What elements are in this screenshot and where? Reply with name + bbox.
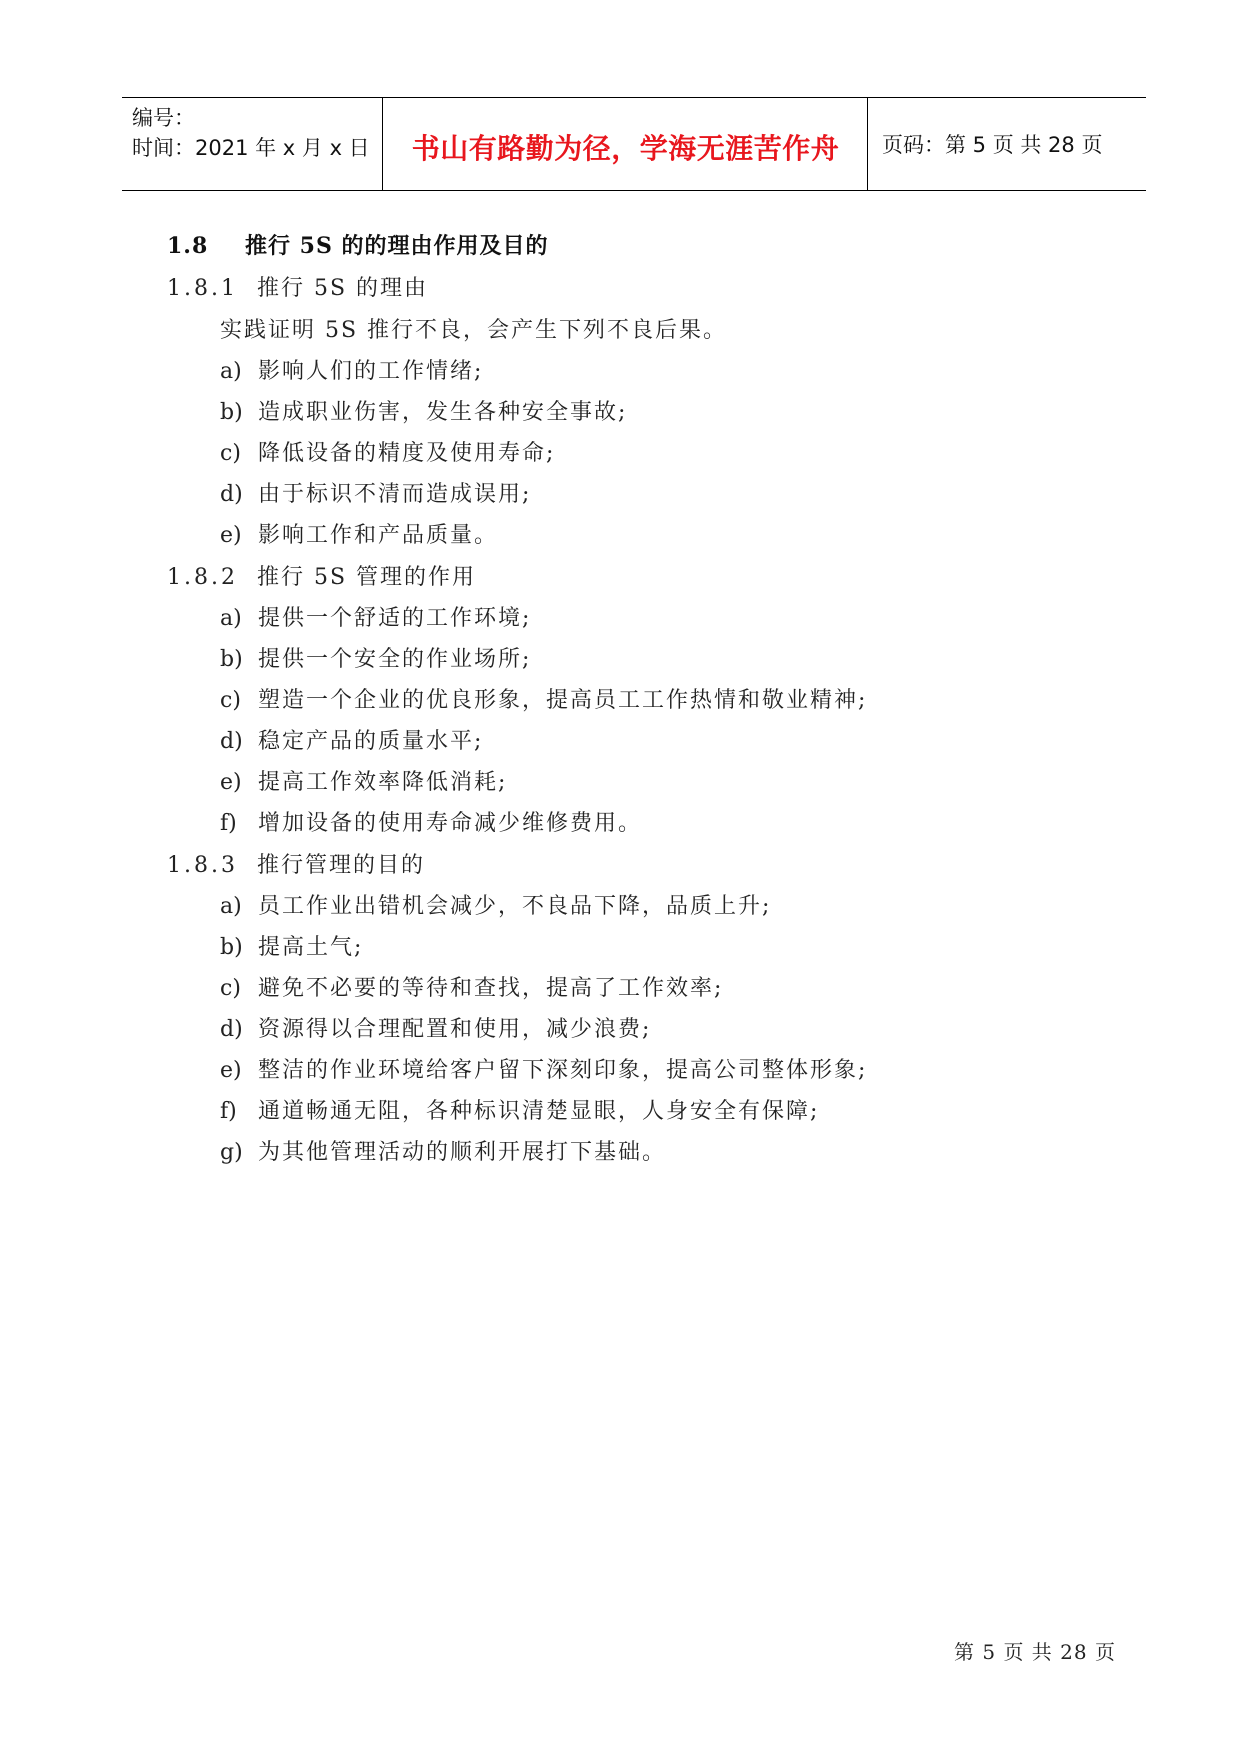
list-item: f) 增加设备的使用寿命减少维修费用。 <box>220 811 643 836</box>
list-item: e) 影响工作和产品质量。 <box>220 523 499 548</box>
subsection-heading-1 <box>167 271 428 302</box>
subsection-heading-3 <box>167 848 425 879</box>
list-item: d) 资源得以合理配置和使用，减少浪费; <box>220 1017 652 1042</box>
subsection-number: 1.8.2 <box>167 565 238 590</box>
header-bottom-rule <box>122 190 1146 191</box>
header-top-rule <box>122 97 1146 98</box>
section-title: 推行 5S 的的理由作用及目的 <box>245 233 549 259</box>
list-item: e) 整洁的作业环境给客户留下深刻印象，提高公司整体形象; <box>220 1058 868 1083</box>
list-item: a) 影响人们的工作情绪; <box>220 359 484 384</box>
list-item: a) 员工作业出错机会减少，不良品下降，品质上升; <box>220 894 772 919</box>
subsection-title: 推行 5S 的理由 <box>257 276 429 301</box>
list-item: d) 稳定产品的质量水平; <box>220 729 484 754</box>
list-item: a) 提供一个舒适的工作环境; <box>220 606 532 631</box>
header-meta <box>132 103 370 163</box>
section-heading <box>167 229 549 260</box>
subsection-heading-2 <box>167 560 476 591</box>
list-item: c) 塑造一个企业的优良形象，提高员工工作热情和敬业精神; <box>220 688 868 713</box>
subsection-number: 1.8.1 <box>167 276 238 301</box>
section-number: 1.8 <box>167 233 209 259</box>
header-divider-left <box>382 97 383 191</box>
page-header <box>122 97 1146 191</box>
subsection-title: 推行管理的目的 <box>257 853 426 878</box>
page-footer: 第 5 页 共 28 页 <box>954 1640 1116 1664</box>
subsection-intro: 实践证明 5S 推行不良，会产生下列不良后果。 <box>220 318 728 343</box>
header-divider-right <box>867 97 868 191</box>
subsection-number: 1.8.3 <box>167 853 238 878</box>
list-item: e) 提高工作效率降低消耗; <box>220 770 508 795</box>
list-item: b) 提供一个安全的作业场所; <box>220 647 532 672</box>
doc-number-label: 编号： <box>132 106 195 130</box>
list-item: g) 为其他管理活动的顺利开展打下基础。 <box>220 1140 667 1165</box>
list-item: b) 提高土气; <box>220 935 364 960</box>
header-page-label: 页码：第 5 页 共 28 页 <box>882 133 1103 157</box>
list-item: c) 降低设备的精度及使用寿命; <box>220 441 556 466</box>
list-item: f) 通道畅通无阻，各种标识清楚显眼，人身安全有保障; <box>220 1099 820 1124</box>
subsection-title: 推行 5S 管理的作用 <box>257 565 477 590</box>
header-motto: 书山有路勤为径，学海无涯苦作舟 <box>411 132 840 165</box>
list-item: c) 避免不必要的等待和查找，提高了工作效率; <box>220 976 724 1001</box>
list-item: d) 由于标识不清而造成误用; <box>220 482 532 507</box>
doc-time-label: 时间：2021 年 x 月 x 日 <box>132 136 370 160</box>
list-item: b) 造成职业伤害，发生各种安全事故; <box>220 400 628 425</box>
